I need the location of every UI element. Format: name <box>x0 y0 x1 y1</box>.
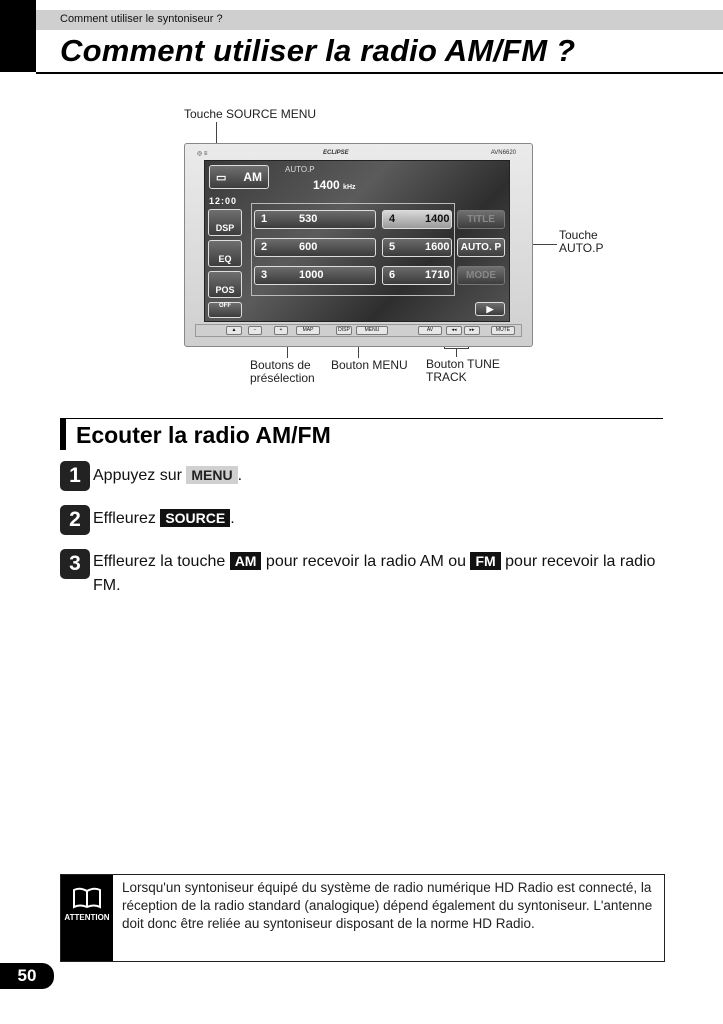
step-number: 3 <box>60 549 90 579</box>
mode-button[interactable] <box>457 266 505 285</box>
menu-key-label: MENU <box>186 466 237 484</box>
dsp-button[interactable] <box>208 209 242 236</box>
book-icon <box>72 887 102 909</box>
callout-presets-line1: Boutons de <box>250 358 311 372</box>
step-3-text <box>93 550 668 598</box>
play-arrow-icon: ▶ <box>486 303 494 314</box>
preset-button-5[interactable] <box>382 238 452 257</box>
radio-icon: ▭ <box>216 172 227 184</box>
title-button[interactable] <box>457 210 505 229</box>
volume-up-button[interactable]: + <box>274 326 288 335</box>
callout-auto-p <box>559 229 603 255</box>
step-number: 1 <box>60 461 90 491</box>
callout-menu: Bouton MENU <box>331 358 408 372</box>
preset-number: 5 <box>389 241 396 253</box>
device-screen <box>204 160 510 322</box>
band-label: AM <box>243 170 262 184</box>
disp-button[interactable]: DISP <box>336 326 352 335</box>
hard-key-strip <box>195 324 522 337</box>
step-text-part: pour recevoir la radio AM ou <box>265 553 467 570</box>
leader-line <box>456 348 457 357</box>
step-text-part: . <box>230 510 235 527</box>
frequency-unit: kHz <box>343 184 356 191</box>
source-key-label: SOURCE <box>160 509 230 527</box>
mode-label: MODE <box>466 270 496 281</box>
off-button[interactable] <box>208 302 242 318</box>
preset-frequency: 1600 <box>425 241 450 253</box>
step-number: 2 <box>60 505 90 535</box>
page-tab <box>0 0 36 72</box>
preset-button-2[interactable] <box>254 238 376 257</box>
play-arrow-button[interactable] <box>475 302 505 316</box>
step-text-part: Appuyez sur <box>93 467 182 484</box>
volume-down-button[interactable]: − <box>248 326 262 335</box>
pos-button[interactable] <box>208 271 242 298</box>
head-unit-illustration <box>184 143 533 347</box>
mute-button[interactable]: MUTE <box>491 326 515 335</box>
callout-tune-line2: TRACK <box>426 370 467 384</box>
map-button[interactable]: MAP <box>296 326 320 335</box>
callout-tune-track <box>426 358 500 384</box>
off-label: OFF <box>219 303 231 309</box>
section-marker <box>60 419 66 450</box>
pos-label: POS <box>215 285 235 295</box>
auto-p-button[interactable] <box>457 238 505 257</box>
page-number: 50 <box>0 963 54 989</box>
callout-presets-line2: présélection <box>250 371 315 385</box>
step-text-part: Effleurez <box>93 510 156 527</box>
step-text-part: . <box>237 467 243 484</box>
eq-label: EQ <box>218 254 232 264</box>
preset-button-6[interactable] <box>382 266 452 285</box>
callout-tune-line1: Bouton TUNE <box>426 357 500 371</box>
eq-button[interactable] <box>208 240 242 267</box>
device-logo: ◎ ≡ <box>197 151 208 157</box>
breadcrumb: Comment utiliser le syntoniseur ? <box>60 13 223 25</box>
source-menu-button[interactable] <box>209 165 269 189</box>
preset-frequency: 1400 <box>425 213 450 225</box>
callout-auto-p-line1: Touche <box>559 228 598 242</box>
tune-up-button[interactable]: ▸▸ <box>464 326 480 335</box>
clock-display: 12:00 <box>209 196 238 206</box>
preset-number: 2 <box>261 241 268 253</box>
frequency-display <box>313 178 356 192</box>
am-key-label: AM <box>230 552 262 570</box>
step-1-text <box>93 464 668 488</box>
preset-button-1[interactable] <box>254 210 376 229</box>
attention-text: Lorsqu'un syntoniseur équipé du système de radio numérique HD Radio est connecté, la réception de la radio standard (analogique) dépend également du syntoniseur. L'antenne doit donc être reliée au syntoniseur disposant de la norme HD Radio. <box>122 880 653 931</box>
callout-auto-p-line2: AUTO.P <box>559 241 604 255</box>
auto-p-label: AUTO. P <box>460 242 502 253</box>
preset-number: 1 <box>261 213 268 225</box>
preset-number: 3 <box>261 269 268 281</box>
preset-number: 6 <box>389 269 396 281</box>
title-label: TITLE <box>467 214 495 225</box>
preset-frequency: 600 <box>299 241 318 253</box>
preset-frequency: 1710 <box>425 269 450 281</box>
preset-frequency: 530 <box>299 213 318 225</box>
dsp-label: DSP <box>215 223 235 233</box>
step-2-text <box>93 507 668 531</box>
page-title: Comment utiliser la radio AM/FM ? <box>60 33 576 68</box>
step-text-part: Effleurez la touche <box>93 553 226 570</box>
attention-label: ATTENTION <box>64 913 110 922</box>
device-top-bar <box>193 149 524 159</box>
attention-note <box>60 874 665 962</box>
preset-button-4[interactable] <box>382 210 452 229</box>
callout-presets <box>250 359 315 385</box>
eject-icon[interactable]: ▲ <box>226 326 242 335</box>
step-text-part: pour recevoir la radio FM. <box>93 553 656 594</box>
mode-indicator: AUTO.P <box>285 165 315 174</box>
frequency-value: 1400 <box>313 178 340 192</box>
device-model: AVN6620 <box>490 150 516 156</box>
section-divider <box>60 418 663 419</box>
av-button[interactable]: AV <box>418 326 442 335</box>
preset-frequency: 1000 <box>299 269 324 281</box>
callout-source-menu: Touche SOURCE MENU <box>184 107 317 121</box>
menu-button[interactable]: MENU <box>356 326 388 335</box>
preset-button-3[interactable] <box>254 266 376 285</box>
attention-icon-panel <box>61 875 113 961</box>
device-brand: ECLIPSE <box>323 150 349 156</box>
preset-number: 4 <box>389 213 396 225</box>
tune-down-button[interactable]: ◂◂ <box>446 326 462 335</box>
section-title: Ecouter la radio AM/FM <box>76 422 331 448</box>
fm-key-label: FM <box>470 552 500 570</box>
title-divider <box>36 72 723 74</box>
